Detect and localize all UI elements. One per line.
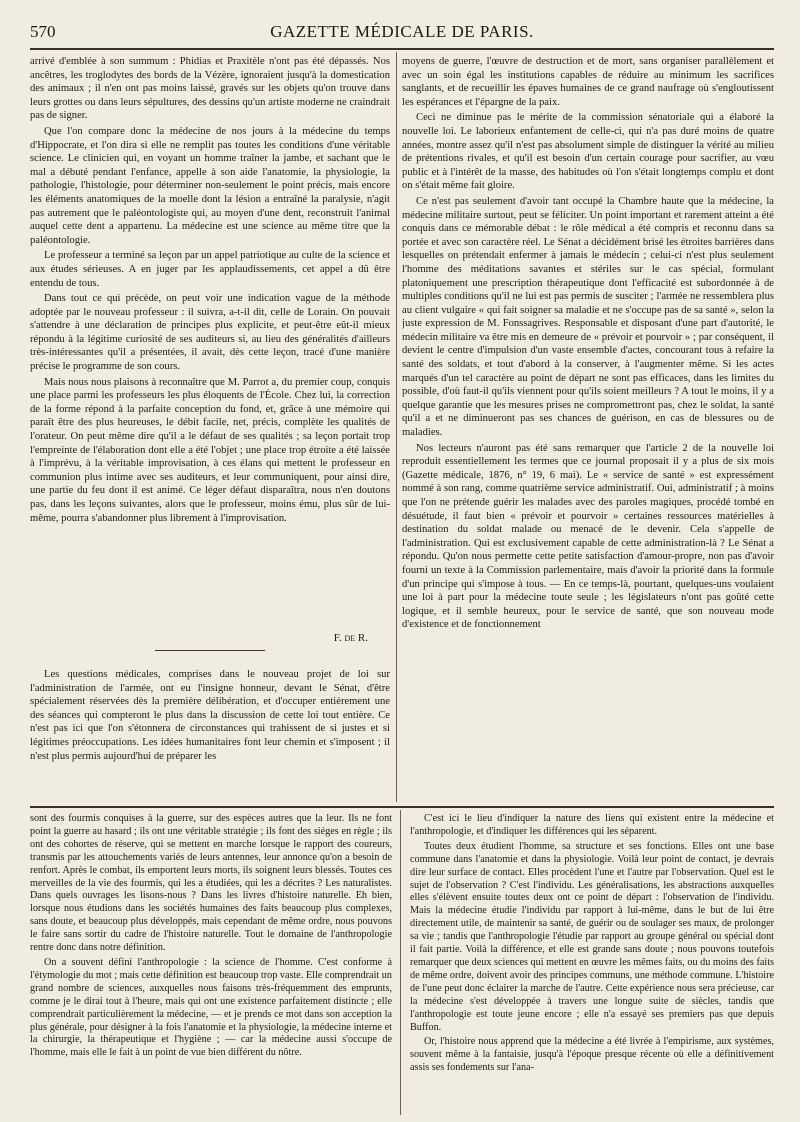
paragraph: sont des fourmis conquises à la guerre, sur des espèces autres que la leur. Ils ne font point la guerre au hasard ; ils ont une véritable stratégie ; ils font des siéges en règle ; ils ont des cohortes de réserve, qui se mettent en marche lorsque le rapport des coureurs, transmis par les attouchements variés de leurs antennes, leur annonce qu'on a besoin de renfort. Après le combat, ils emportent leurs morts, ils soignent leurs blessés. Toutes ces merveilles de la vie des fourmis, qui les a étudiées, qui les a décrites ? Les naturalistes. Dans quels ouvrages les lisons-nous ? Dans les livres d'histoire naturelle. Eh bien, lorsque nous étudions dans les sociétés humaines des faits beaucoup plus complexes, sans doute, et beaucoup plus développés, mais cependant de même ordre, nous pouvons le faire sans sortir du cadre de l'histoire naturelle. Tout le domaine de l'anthropologie rentre donc dans notre définition. bbox=[30, 813, 392, 954]
feuilleton-left-column bbox=[30, 813, 392, 1113]
paragraph: Que l'on compare donc la médecine de nos jours à la médecine du temps d'Hippocrate, et l'on dira si elle ne remplit pas toutes les conditions d'une véritable science. Le clinicien qui, en voyant un homme traîner la jambe, et sachant que le mal a débuté pendant l'enfance, appelle à son aide l'anatomie, la physiologie, la pathologie, l'histologie, pour déterminer non-seulement le point précis, mais encore les éléments anatomiques de la moelle dont la lésion a entraîné la paralysie, n'agit pas autrement que le paléontologiste qui, au moyen d'une dent, reconstruit l'animal auquel cette dent a appartenu. La médecine est une science au même titre que la paléontologie. bbox=[30, 125, 390, 246]
paragraph: On a souvent défini l'anthropologie : la science de l'homme. C'est conforme à l'étymologie du mot ; mais cette définition est beaucoup trop vaste. Elle comprendrait un grand nombre de sciences, auxquelles nous faisons très-fréquemment des emprunts, comme je le dirai tout à l'heure, mais qui ont une existence parfaitement distincte ; elle comprendrait particulièrement la médecine, — et je prends ce mot dans son acception la plus générale, pour désigner à la fois l'anatomie et la physiologie, la médecine interne et la chirurgie, la thérapeutique et l'hygiène ; — car la médecine aussi s'occupe de l'homme, mais elle le fait à un point de vue bien différent du nôtre. bbox=[30, 956, 392, 1059]
section-divider bbox=[155, 650, 265, 651]
left-column-bottom bbox=[30, 668, 390, 802]
right-column-top bbox=[402, 55, 774, 800]
feuilleton-right-column bbox=[410, 813, 774, 1113]
paragraph: C'est ici le lieu d'indiquer la nature des liens qui existent entre la médecine et l'anthropologie, et d'indiquer les différences qui les séparent. bbox=[410, 813, 774, 837]
paragraph: arrivé d'emblée à son summum : Phidias et Praxitèle n'ont pas été dépassés. Nos ancêtres, les troglodytes des bords de la Vézère, ignoraient jusqu'à la domestication des animaux ; il n'en ont pas moins laissé, gravés sur les objets qu'on trouve dans leurs grottes ou dans leurs sépultures, des dessins qu'un artiste moderne ne craindrait pas de signer. bbox=[30, 56, 390, 122]
paragraph: Or, l'histoire nous apprend que la médecine a été livrée à l'empirisme, aux systèmes, souvent même à la fantaisie, jusqu'à l'époque presque récente où elle a définitivement assis ses fondements sur l'ana- bbox=[410, 1036, 774, 1074]
column-divider bbox=[400, 810, 401, 1115]
paragraph: Nos lecteurs n'auront pas été sans remarquer que l'article 2 de la nouvelle loi reproduit essentiellement les termes que ce journal proposait il y a plus de six mois (Gazette médicale, 1876, n° 19, 6 mai). Le « service de santé » est expressément nommé à son rang, comme quatrième service administratif. Oui, administratif ; à moins que l'on ne prétende guérir les malades avec des paroles magiques, procédé tombé en désuétude, il faut bien « prévoir et pourvoir » certaines ressources matérielles à destination du soldat malade ou menacé de le devenir. Cela s'appelle de l'administration. Qui est exclusivement capable de cette administration-là ? Le Sénat a répondu. Qu'on nous permette cette petite satisfaction d'amour-propre, non pas d'avoir fourni un texte à la Commission parlementaire, mais d'avoir la priorité dans la formule d'un principe qui s'impose à tous. — En ce temps-là, pourtant, quelques-uns voulaient une loi à part pour la médecine toute seule ; les législateurs n'ont pas goûté cette logique, et il semble heureux, pour le service de santé, que son nouveau mode d'existence et de fonctionnement bbox=[402, 442, 774, 631]
paragraph: Les questions médicales, comprises dans le nouveau projet de loi sur l'administration de l'armée, ont eu l'insigne honneur, devant le Sénat, d'être spécialement réservées dès la première délibération, et d'occuper entièrement une des séances qui compteront le plus dans la discussion de cette loi tout entière. Ce n'est pas ici que l'on s'étonnera de circonstances qui trahissent de si justes et si légitimes préoccupations. Les idées humanitaires font leur chemin et s'imposent ; il n'est plus permis aujourd'hui de préparer les bbox=[30, 669, 390, 762]
left-column-top bbox=[30, 55, 390, 653]
section-rule bbox=[30, 806, 774, 808]
paragraph: moyens de guerre, l'œuvre de destruction et de mort, sans organiser parallèlement et avec un soin égal les institutions capables de réduire au minimum les sacrifices sanglants, et de recueillir les épaves humaines de ce grand naufrage où s'engloutissent les espérances et l'épargne de la paix. bbox=[402, 56, 774, 108]
paragraph: Ce n'est pas seulement d'avoir tant occupé la Chambre haute que la médecine, la médecine militaire surtout, peut se féliciter. Un point important et rarement atteint a été conquis dans ce mémorable débat : le rôle médical a été compris et reconnu dans sa portée et avec son caractère réel. Le Sénat a décidément brisé les étroites barrières dans lesquelles on prétendait enfermer à jamais le médecin ; celui-ci n'est plus seulement l'homme des méditations savantes et stériles sur le cas spécial, formulant platoniquement une prescription thérapeutique dont l'efficacité est subordonnée à de multiples conditions qu'il ne lui est pas permis de susciter ; l'armée ne ressemblera plus au client vulgaire « qui fait soigner sa maladie et ne s'occupe pas de sa santé », selon la juste expression de M. Fonssagrives. Responsable et disposant d'une part d'autorité, le médecin militaire va être mis en demeure de « prévoir et pourvoir » ; par conséquent, il devient le centre d'impulsion d'un vaste ensemble d'actes, concourant tous à refaire la santé des soldats, et tout d'abord à la conserver, à l'augmenter même. Si les actes marqués d'un tel caractère au point de départ ne sont pas efficaces, dans les limites du possible, d'où faut-il qu'ils viennent pour qu'ils soient meilleurs ? A tout le moins, il y a quelque garantie que les mesures prises ne compromettront pas, chez le soldat, la santé qu'il a et ne diminueront pas ses chances de guérison, en cas de blessures ou de maladies. bbox=[402, 195, 774, 439]
paragraph: Le professeur a terminé sa leçon par un appel patriotique au culte de la science et aux études sérieuses. A en juger par les applaudissements, cet appel a dû être entendu de tous. bbox=[30, 250, 390, 289]
paragraph: Mais nous nous plaisons à reconnaître que M. Parrot a, du premier coup, conquis une place parmi les professeurs les plus éloquents de l'École. Chez lui, la correction de la forme répond à la parfaite conception du fond, et, grâce à une mémoire qui paraît être des plus heureuses, le débit facile, net, précis, complète les qualités de l'orateur. On peut même dire qu'il a le défaut de ses qualités ; sa leçon portait trop l'empreinte de l'élaboration dont elle a été l'objet ; une place trop étroite a été laissée à l'imprévu, à la véritable improvisation, à ces élans qui mettent le professeur en communion plus intime avec ses auditeurs, et leur communiquent, pour ainsi dire, une partie du feu dont il est animé. Ce léger défaut disparaîtra, nous n'en doutons pas, dans les leçons suivantes, alors que le professeur, moins ému, plus sûr de lui-même, pourra s'abandonner plus librement à l'improvisation. bbox=[30, 376, 390, 524]
signature-block bbox=[30, 628, 390, 668]
paragraph: Toutes deux étudient l'homme, sa structure et ses fonctions. Elles ont une base commune dans l'anatomie et dans la physiologie. Voilà leur point de contact, je devrais dire leur surface de contact. Elles procèdent l'une et l'autre par l'observation. Quel est le sujet de l'observation ? C'est l'individu. Les généralisations, les abstractions auxquelles elles s'élèvent ensuite toutes deux ont ce point de départ : l'observation de l'individu. Mais la médecine étudie l'individu par rapport à lui-même, dans le but de lui être directement utile, de maintenir sa santé, de guérir ou de soulager ses maux, de prolonger sa vie ; tandis que l'anthropologie l'étudie par rapport au groupe général ou spécial dont il fait partie. Voilà la différence, et elle est grande sans doute ; nous pouvons toutefois remarquer que deux sciences qui mettent en œuvre les mêmes faits, ou du moins des faits de même ordre, doivent avoir des principes communs, une méthode commune. L'histoire de l'une peut donc éclairer la marche de l'autre. Cette expérience nous sera précieuse, car la médecine s'est développée à travers une longue suite de siècles, tandis que l'anthropologie est toute jeune encore ; elle n'a essayé ses premiers pas que depuis Buffon. bbox=[410, 840, 774, 1033]
page-header bbox=[30, 22, 774, 46]
column-divider bbox=[396, 52, 397, 802]
page-number: 570 bbox=[30, 22, 56, 41]
header-rule bbox=[30, 48, 774, 50]
paragraph: Dans tout ce qui précède, on peut voir une indication vague de la méthode adoptée par le nouveau professeur : il suivra, a-t-il dit, celle de Lorain. On pouvait s'attendre à une déclaration de principes plus explicite, et peut-être eût-il mieux répondu à la légitime curiosité de ses auditeurs si, au lieu des généralités d'ailleurs très-intéressantes qu'il a présentées, il avait, dès cette leçon, tracé d'une manière précise le programme de son cours. bbox=[30, 293, 390, 373]
author-signature: F. de R. bbox=[333, 632, 368, 644]
paragraph: Ceci ne diminue pas le mérite de la commission sénatoriale qui a élaboré la nouvelle loi. Le laborieux enfantement de celle-ci, qui n'a pas duré moins de quatre années, montre assez qu'il n'est pas absolument simple de distinguer la vérité au milieu de prétentions rivales, et qu'il est besoin d'un certain courage pour sacrifier, au vœu public et à l'intérêt de la masse, des habitudes où l'on s'était longtemps complu et dont on s'était même fait gloire. bbox=[402, 112, 774, 192]
journal-title: GAZETTE MÉDICALE DE PARIS. bbox=[270, 22, 534, 41]
